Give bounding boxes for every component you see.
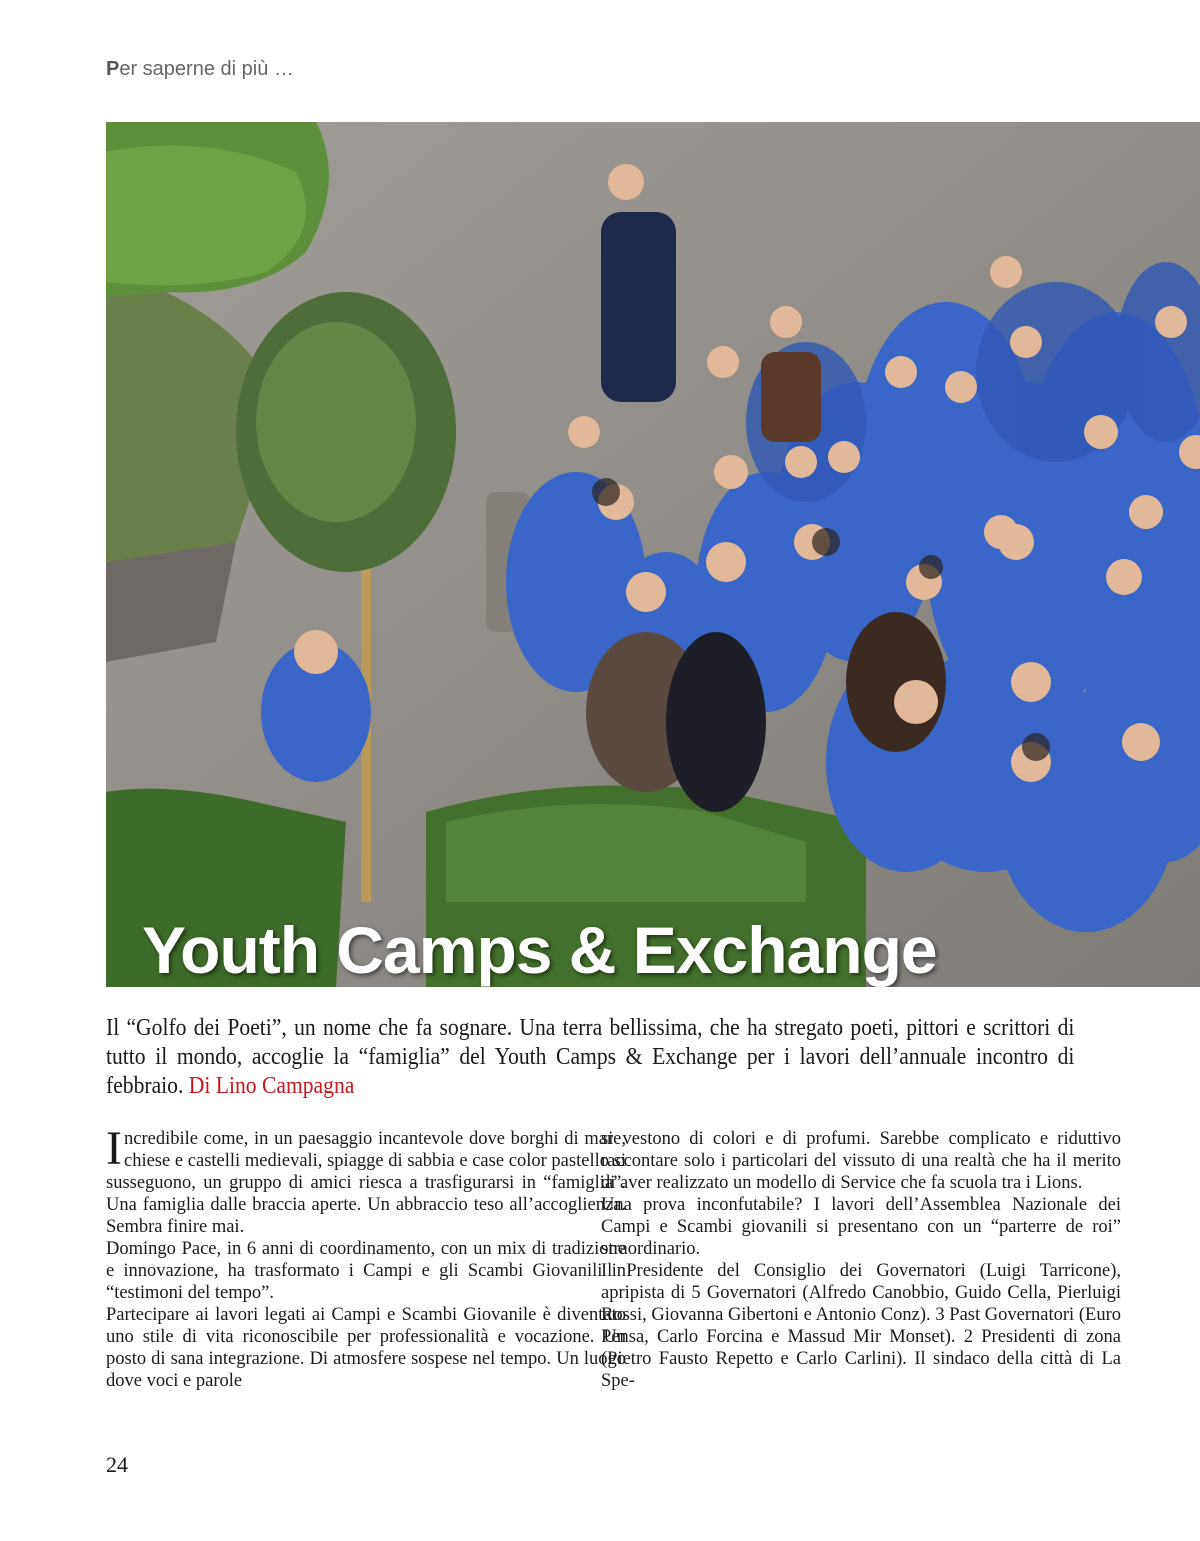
photo-title: Youth Camps & Exchange <box>142 913 937 987</box>
author-byline: Di Lino Campagna <box>188 1073 355 1099</box>
paragraph <box>106 1122 626 1238</box>
dropcap: I <box>106 1122 122 1175</box>
section-header-text: er saperne di più … <box>119 58 294 80</box>
lead-paragraph <box>106 1014 1074 1101</box>
section-header-initial: P <box>106 58 120 80</box>
paragraph: si vestono di colori e di profumi. Sarebbe complicato e riduttivo raccontare solo i particolari del vissuto di una realtà che ha il merito di aver realizzato un modello di Service che fa scuola tra i Lions. <box>601 1129 1121 1193</box>
section-header <box>106 58 294 81</box>
paragraph-text: ncredibile come, in un paesaggio incantevole dove borghi di mare, chiese e castelli medievali, spiagge di sabbia e case color pastello si susseguono, un gruppo di amici riesca a trasfigurarsi in “famiglia”. Una famiglia dalle braccia aperte. Un abbraccio teso all’accoglienza. Sembra finire mai. <box>106 1129 626 1237</box>
article-column-left <box>106 1122 626 1392</box>
lead-text: Il “Golfo dei Poeti”, un nome che fa sognare. Una terra bellissima, che ha stregato poeti, pittori e scrittori di tutto il mondo, accoglie la “famiglia” del Youth Camps & Exchange per i lavori dell’annuale incontro di febbraio. <box>106 1015 1075 1099</box>
article-column-right <box>601 1128 1121 1392</box>
page-number: 24 <box>106 1452 128 1477</box>
paragraph: Il Presidente del Consiglio dei Governatori (Luigi Tarricone), apripista di 5 Governatori (Alfredo Canobbio, Guido Cella, Pierluigi Rossi, Giovanna Gibertoni e Antonio Conz). 3 Past Governatori (Euro Pensa, Carlo Forcina e Massud Mir Monset). 2 Presidenti di zona (Pietro Fausto Repetto e Carlo Carlini). Il sindaco della città di La Spe- <box>601 1261 1121 1391</box>
group-photo-illustration <box>106 122 1200 987</box>
group-photo <box>106 122 1200 987</box>
paragraph: Una prova inconfutabile? I lavori dell’Assemblea Nazionale dei Campi e Scambi giovanili si presentano con un “parterre de roi” straordinario. <box>601 1195 1121 1259</box>
paragraph: Domingo Pace, in 6 anni di coordinamento, con un mix di tradizione e innovazione, ha trasformato i Campi e gli Scambi Giovanili in “testimoni del tempo”. <box>106 1239 626 1303</box>
paragraph: Partecipare ai lavori legati ai Campi e Scambi Giovanile è diventato uno stile di vita riconoscibile per professionalità e vocazione. Un posto di sana integrazione. Di atmosfere sospese nel tempo. Un luogo dove voci e parole <box>106 1305 626 1391</box>
